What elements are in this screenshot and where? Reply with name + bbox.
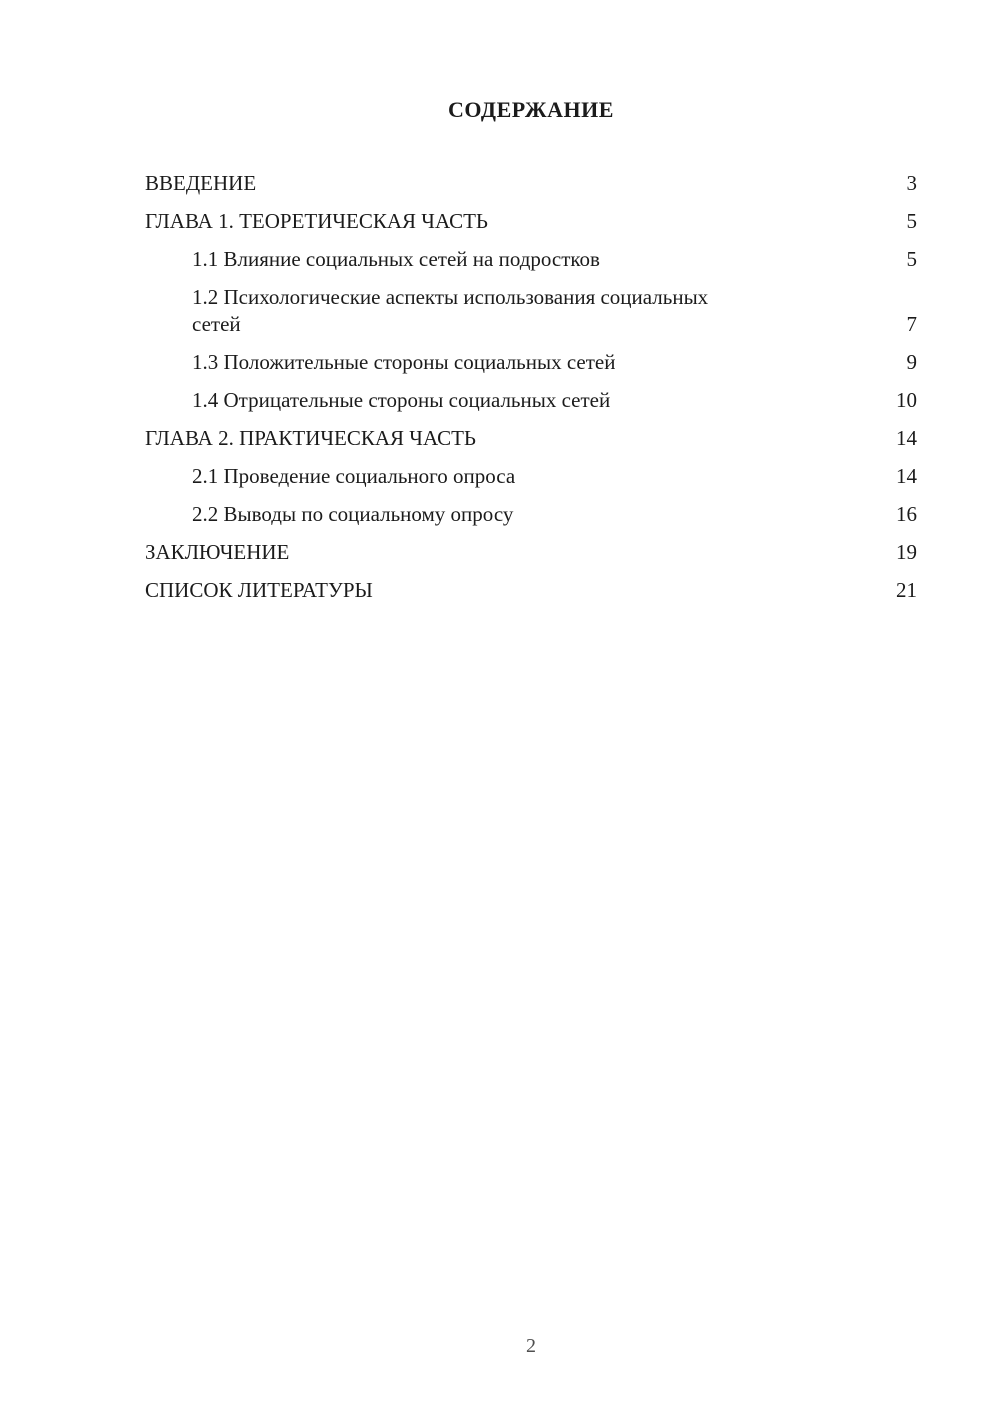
toc-entry-label-line2: сетей xyxy=(192,312,241,336)
toc-entry-spisok-literatury xyxy=(145,577,917,604)
toc-entry-label: 1.1 Влияние социальных сетей на подростков xyxy=(192,247,600,271)
toc-entry-label: 2.1 Проведение социального опроса xyxy=(192,464,516,488)
toc-entry-page: 14 xyxy=(896,464,917,488)
footer-page-number: 2 xyxy=(526,1335,536,1357)
toc-entry-label: СПИСОК ЛИТЕРАТУРЫ xyxy=(145,578,373,602)
toc-entry-page: 19 xyxy=(896,540,917,564)
toc-entry-label: ГЛАВА 1. ТЕОРЕТИЧЕСКАЯ ЧАСТЬ xyxy=(145,209,488,233)
toc-entry-page: 9 xyxy=(906,350,917,374)
toc-entry-label xyxy=(145,284,875,338)
toc-entry-glava-2 xyxy=(145,425,917,452)
toc-entry-label: 1.3 Положительные стороны социальных сетей xyxy=(192,350,616,374)
toc-entry-glava-1 xyxy=(145,208,917,235)
page-title: СОДЕРЖАНИЕ xyxy=(448,97,614,122)
toc-entry-label: ВВЕДЕНИЕ xyxy=(145,171,257,195)
toc-entry-label-line1: 1.2 Психологические аспекты использования социальных xyxy=(192,285,709,309)
toc-entry-page: 5 xyxy=(906,209,917,233)
toc-entry-page: 7 xyxy=(906,312,917,336)
toc-entry-label: ЗАКЛЮЧЕНИЕ xyxy=(145,540,290,564)
toc-entry-2-2 xyxy=(145,501,917,528)
toc-entry-zakluchenie xyxy=(145,539,917,566)
toc-entry-page: 3 xyxy=(906,171,917,195)
toc-entry-label: ГЛАВА 2. ПРАКТИЧЕСКАЯ ЧАСТЬ xyxy=(145,426,476,450)
toc-entry-page: 16 xyxy=(896,502,917,526)
toc-entry-1-2 xyxy=(145,284,917,338)
toc-entry-page: 10 xyxy=(896,388,917,412)
toc-entry-label: 2.2 Выводы по социальному опросу xyxy=(192,502,514,526)
toc-entry-1-4 xyxy=(145,387,917,414)
toc-entry-page: 14 xyxy=(896,426,917,450)
toc-entry-2-1 xyxy=(145,463,917,490)
toc-entry-1-3 xyxy=(145,349,917,376)
toc-section xyxy=(145,96,917,615)
toc-entry-label: 1.4 Отрицательные стороны социальных сетей xyxy=(192,388,611,412)
toc-entry-page: 5 xyxy=(906,247,917,271)
toc-entry-page: 21 xyxy=(896,578,917,602)
toc-entry-1-1 xyxy=(145,246,917,273)
toc-entry-vvedenie xyxy=(145,170,917,197)
